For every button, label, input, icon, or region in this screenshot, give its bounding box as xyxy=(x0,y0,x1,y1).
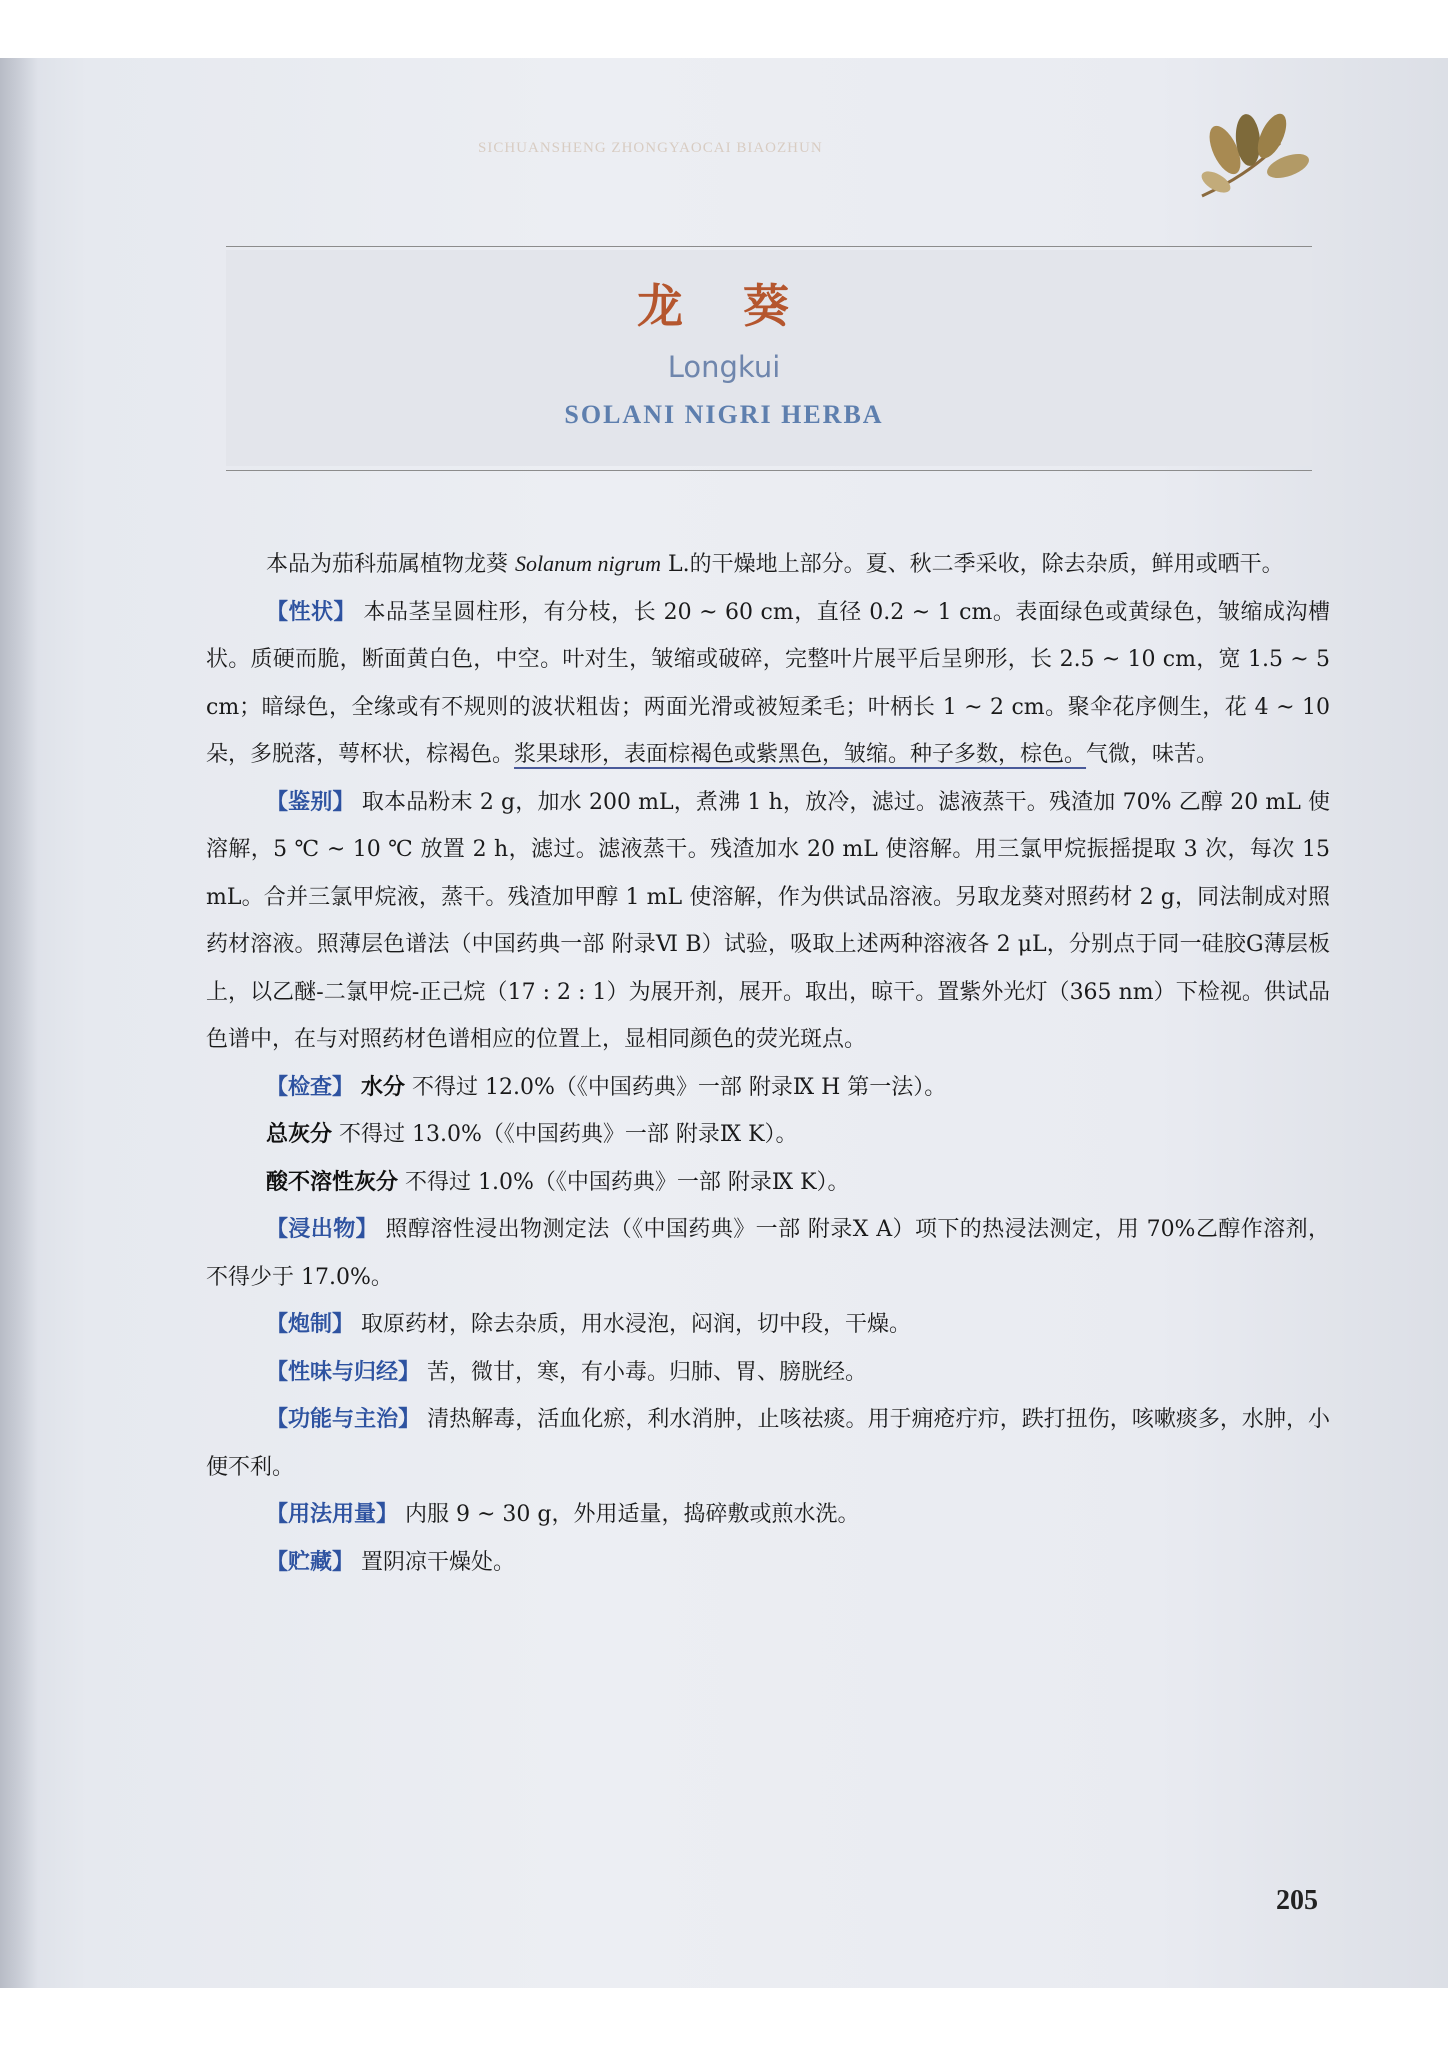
section-text-tail: 气微，味苦。 xyxy=(1086,742,1219,767)
section-text: 不得过 13.0%（《中国药典》一部 附录Ⅸ K）。 xyxy=(332,1122,798,1147)
section-heading: 【性状】 xyxy=(266,599,357,625)
section-heading: 【炮制】 xyxy=(266,1312,355,1337)
section-heading: 【检查】 xyxy=(266,1074,355,1100)
section-heading: 【贮藏】 xyxy=(266,1549,355,1575)
section-heading: 【性味与归经】 xyxy=(266,1359,421,1385)
section-text: 置阴凉干燥处。 xyxy=(354,1549,516,1575)
section-heading: 【用法用量】 xyxy=(266,1502,399,1527)
section-jiancha-acid-ash xyxy=(206,1159,1330,1207)
section-text: 照醇溶性浸出物测定法（《中国药典》一部 附录Ⅹ A）项下的热浸法测定，用 70%乙醇作溶剂，不得少于 17.0%。 xyxy=(206,1217,1330,1290)
section-yongfa xyxy=(206,1491,1330,1539)
section-text: 取原药材，除去杂质，用水浸泡，闷润，切中段，干燥。 xyxy=(354,1312,912,1337)
section-text: 取本品粉末 2 g，加水 200 mL，煮沸 1 h，放冷，滤过。滤液蒸干。残渣加 70% 乙醇 20 mL 使溶解，5 ℃ ~ 10 ℃ 放置 2 h，滤过。滤液蒸干。残渣加水 20 mL 使溶解。用三氯甲烷振摇提取 3 次，每次 15 mL。合并三氯甲烷液，蒸干。残渣加甲醇 1 mL 使溶解，作为供试品溶液。另取龙葵对照药材 2 g，同法制成对照药材溶液。照薄层色谱法（中国药典一部 附录Ⅵ B）试验，吸取上述两种溶液各 2 μL，分别点于同一硅胶G薄层板上，以乙醚-二氯甲烷-正己烷（17 : 2 : 1）为展开剂，展开。取出，晾干。置紫外光灯（365 nm）下检视。供试品色谱中，在与对照药材色谱相应的位置上，显相同颜色的荧光斑点。 xyxy=(206,789,1330,1052)
running-header-center: SICHUANSHENG ZHONGYAOCAI BIAOZHUN xyxy=(478,140,823,156)
intro-text-after: L.的干燥地上部分。夏、秋二季采收，除去杂质，鲜用或晒干。 xyxy=(661,552,1284,577)
section-jinchuwu xyxy=(206,1206,1330,1301)
section-xingzhuang xyxy=(206,589,1330,779)
title-bottom-rule xyxy=(226,470,1312,471)
monograph-title-chinese: 龙 葵 xyxy=(636,279,811,333)
intro-paragraph xyxy=(206,540,1330,589)
section-jianbie xyxy=(206,779,1330,1064)
section-text: 不得过 1.0%（《中国药典》一部 附录Ⅸ K）。 xyxy=(398,1169,850,1195)
leaf-branch-icon xyxy=(1180,88,1310,218)
section-text: 不得过 12.0%（《中国药典》一部 附录Ⅸ H 第一法）。 xyxy=(405,1074,947,1100)
monograph-title-latin: SOLANI NIGRI HERBA xyxy=(564,400,884,429)
section-heading: 【功能与主治】 xyxy=(266,1407,421,1432)
section-text: 本品茎呈圆柱形，有分枝，长 20 ~ 60 cm，直径 0.2 ~ 1 cm。表面绿色或黄绿色，皱缩成沟槽状。质硬而脆，断面黄白色，中空。叶对生，皱缩或破碎，完整叶片展平后呈卵形，长 2.5 ~ 10 cm，宽 1.5 ~ 5 cm；暗绿色，全缘或有不规则的波状粗齿；两面光滑或被短柔毛；叶柄长 1 ~ 2 cm。聚伞花序侧生，花 4 ~ 10 朵，多脱落，萼杯状，棕褐色。 xyxy=(206,599,1330,767)
section-zhucang xyxy=(206,1539,1330,1587)
section-text: 清热解毒，活血化瘀，利水消肿，止咳祛痰。用于痈疮疔疖，跌打扭伤，咳嗽痰多，水肿，小便不利。 xyxy=(206,1407,1330,1480)
monograph-title-pinyin: Longkui xyxy=(667,350,781,384)
subheading: 酸不溶性灰分 xyxy=(266,1169,399,1195)
section-jiancha xyxy=(206,1064,1330,1112)
intro-latin-name: Solanum nigrum xyxy=(515,551,662,576)
section-paozhi xyxy=(206,1301,1330,1349)
section-jiancha-ash xyxy=(206,1111,1330,1159)
title-top-rule xyxy=(226,246,1312,247)
intro-text-before: 本品为茄科茄属植物龙葵 xyxy=(266,552,515,577)
section-text: 内服 9 ~ 30 g，外用适量，捣碎敷或煎水洗。 xyxy=(398,1502,860,1527)
page-number: 205 xyxy=(1276,1885,1318,1916)
section-text: 苦，微甘，寒，有小毒。归肺、胃、膀胱经。 xyxy=(420,1359,868,1385)
binding-shadow xyxy=(0,58,38,1988)
section-heading: 【鉴别】 xyxy=(266,789,355,815)
monograph-body xyxy=(206,540,1330,1586)
section-gongneng xyxy=(206,1396,1330,1491)
handwritten-underline-text: 浆果球形，表面棕褐色或紫黑色，皱缩。种子多数，棕色。 xyxy=(514,742,1087,767)
section-xingwei xyxy=(206,1349,1330,1397)
subheading: 水分 xyxy=(361,1074,406,1100)
subheading: 总灰分 xyxy=(266,1122,333,1147)
section-heading: 【浸出物】 xyxy=(266,1217,379,1242)
